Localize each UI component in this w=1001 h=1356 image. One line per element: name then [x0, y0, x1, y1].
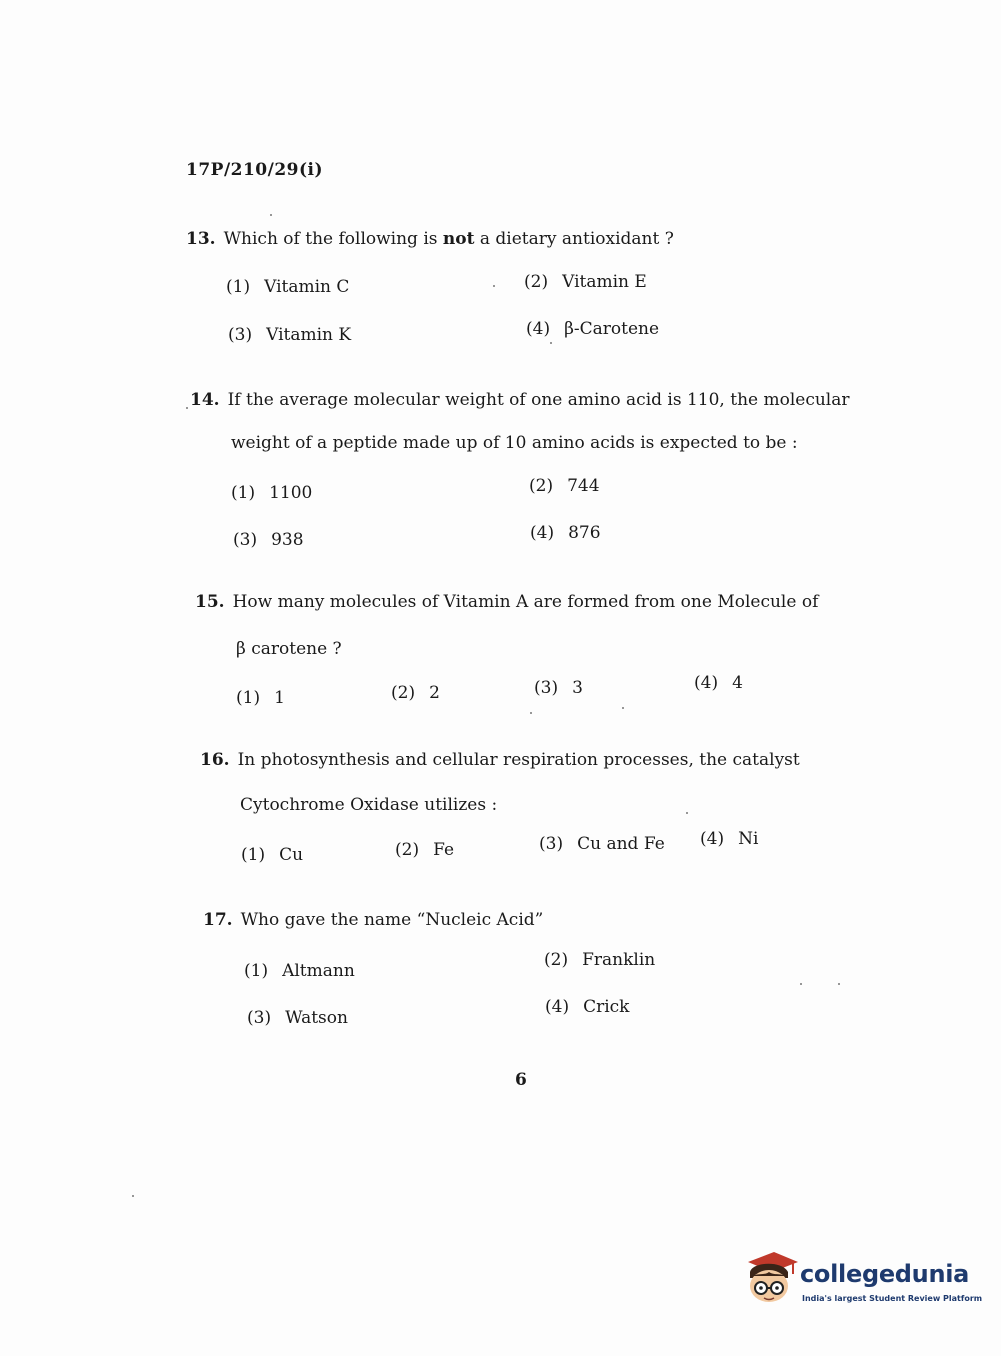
- question-number: 15.: [195, 592, 225, 612]
- option-2: (2) Fe: [395, 840, 455, 860]
- option-3: (3) 3: [534, 678, 583, 698]
- question-13-text: 13. Which of the following is not a dietary antioxidant ?: [186, 229, 674, 249]
- question-17-text: 17. Who gave the name “Nucleic Acid”: [203, 910, 544, 930]
- scan-speck: [800, 983, 802, 985]
- scan-speck: [132, 1195, 134, 1197]
- option-3: (3) Vitamin K: [228, 325, 352, 345]
- option-3: (3) Watson: [247, 1008, 348, 1028]
- question-number: 13.: [186, 229, 216, 249]
- question-15-line-1: 15. How many molecules of Vitamin A are formed from one Molecule of: [195, 592, 819, 612]
- option-4: (4) Ni: [700, 829, 759, 849]
- option-4: (4) 4: [694, 673, 743, 693]
- option-2: (2) Franklin: [544, 950, 656, 970]
- question-14-line-2: weight of a peptide made up of 10 amino acids is expected to be :: [231, 433, 798, 453]
- emphasis-not: not: [442, 229, 475, 249]
- scan-speck: [686, 812, 688, 814]
- option-4: (4) Crick: [545, 997, 630, 1017]
- scan-speck: [186, 407, 188, 409]
- question-16-line-1: 16. In photosynthesis and cellular respiration processes, the catalyst: [200, 750, 800, 770]
- question-14-line-1: 14. If the average molecular weight of one amino acid is 110, the molecular: [190, 390, 850, 410]
- option-2: (2) 744: [529, 476, 600, 496]
- question-15-line-2: β carotene ?: [236, 639, 342, 659]
- option-4: (4) β-Carotene: [526, 319, 660, 339]
- question-number: 16.: [200, 750, 230, 770]
- scan-speck: [270, 214, 272, 216]
- scan-speck: [550, 342, 552, 344]
- logo-brand-name: collegedunia: [800, 1260, 970, 1288]
- scan-speck: [530, 712, 532, 714]
- option-3: (3) Cu and Fe: [539, 834, 665, 854]
- option-1: (1) 1: [236, 688, 285, 708]
- option-2: (2) Vitamin E: [524, 272, 647, 292]
- option-1: (1) Cu: [241, 845, 304, 865]
- scan-speck: [622, 707, 624, 709]
- collegedunia-mascot-icon: [742, 1250, 800, 1310]
- option-1: (1) Altmann: [244, 961, 355, 981]
- document-code: 17P/210/29(i): [186, 160, 324, 180]
- scan-speck: [493, 285, 495, 287]
- question-number: 17.: [203, 910, 233, 930]
- question-number: 14.: [190, 390, 220, 410]
- page-number: 6: [515, 1070, 527, 1090]
- logo-tagline: India's largest Student Review Platform: [802, 1294, 983, 1303]
- question-16-line-2: Cytochrome Oxidase utilizes :: [240, 795, 498, 815]
- collegedunia-logo: [742, 1250, 983, 1310]
- option-1: (1) Vitamin C: [226, 277, 350, 297]
- option-3: (3) 938: [233, 530, 304, 550]
- option-4: (4) 876: [530, 523, 601, 543]
- option-2: (2) 2: [391, 683, 440, 703]
- scan-speck: [838, 983, 840, 985]
- option-1: (1) 1100: [231, 483, 313, 503]
